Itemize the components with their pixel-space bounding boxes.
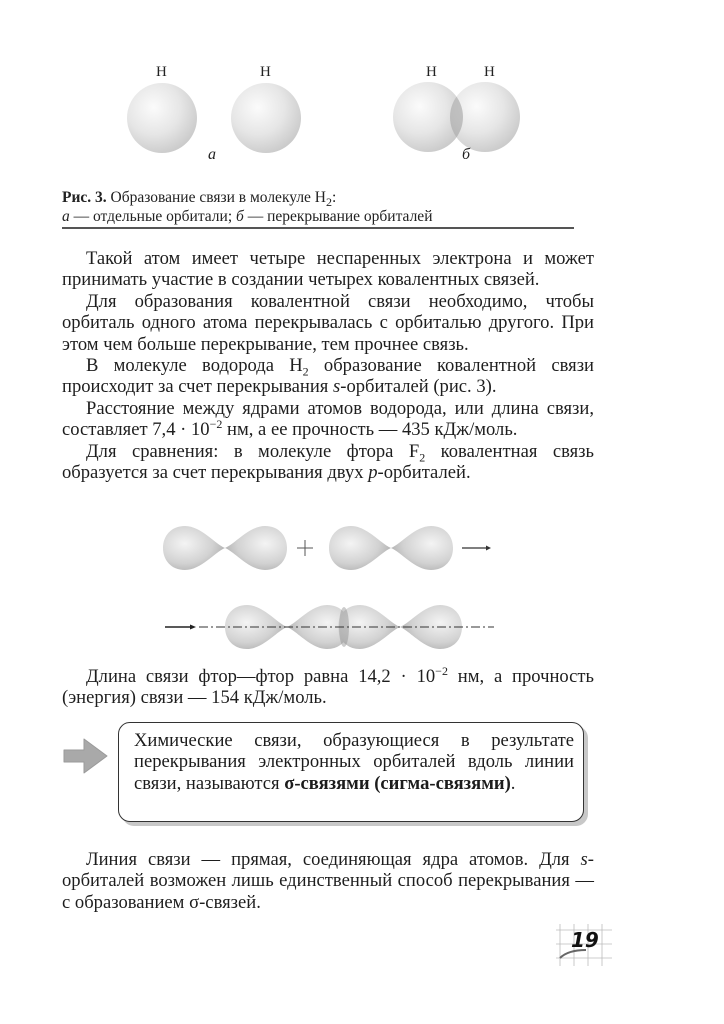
s-orbital-sphere xyxy=(127,83,197,153)
caption-divider xyxy=(62,227,574,229)
arrow-right-icon xyxy=(62,736,110,776)
right-arrow-icon xyxy=(165,625,196,630)
figure-f2-p-orbitals xyxy=(0,515,724,655)
atom-label-h: H xyxy=(426,64,437,80)
figure-h2-orbitals xyxy=(0,0,724,180)
paragraph: Линия связи — прямая, соединяющая ядра атомов. Для s-орбиталей возможен лишь единственный способ перекрывания — с образованием σ-связей. xyxy=(62,849,594,913)
body-text-3 xyxy=(62,849,594,913)
atom-label-h: H xyxy=(156,64,167,80)
p-orbital xyxy=(163,526,287,570)
paragraph: Для сравнения: в молекуле фтора $F_2$ ковалентная связь образуется за счет перекрывания двух p-орбиталей. xyxy=(62,440,594,484)
page-number: 19 xyxy=(571,928,599,952)
paragraph: В молекуле водорода $H_2$ образование ковалентной связи происходит за счет перекрывания s-орбиталей (рис. 3). xyxy=(62,355,594,398)
body-text-2 xyxy=(62,663,595,709)
plus-sign xyxy=(297,540,313,556)
subfigure-label-a: а xyxy=(208,146,216,163)
p-orbital xyxy=(329,526,453,570)
body-text-1 xyxy=(62,248,594,483)
sigma-bond-term: σ-связями (сигма-связями) xyxy=(284,772,511,794)
paragraph: Расстояние между ядрами атомов водорода, или длина связи, составляет $7,4 \cdot 10^{-2}$ нм, а ее прочность — 435 кДж/моль. xyxy=(62,397,594,441)
s-orbital-sphere xyxy=(231,83,301,153)
paragraph: Для образования ковалентной связи необходимо, чтобы орбиталь одного атома перекрывалась с орбиталью другого. При этом чем больше перекрывание, тем прочнее связь. xyxy=(62,290,594,355)
paragraph: Такой атом имеет четыре неспаренных электрона и может принимать участие в создании четырех ковалентных связей. xyxy=(62,248,594,291)
definition-text: Химические связи, образующиеся в результате перекрывания электронных орбиталей вдоль линии связи, называются σ-связями (сигма-связями). xyxy=(134,730,574,794)
atom-label-h: H xyxy=(484,64,495,80)
right-arrow-icon xyxy=(462,546,491,551)
paragraph: Длина связи фтор—фтор равна $14,2 \cdot 10^{-2}$ нм, а прочность (энергия) связи — 154 кДж/моль. xyxy=(62,663,595,709)
caption-prefix: Рис. 3. xyxy=(62,189,107,206)
atom-label-h: H xyxy=(260,64,271,80)
subfigure-label-b: б xyxy=(462,146,471,163)
figure-caption: Рис. 3. Образование связи в молекуле $H_2$: а — отдельные орбитали; б — перекрывание орбиталей xyxy=(62,189,433,225)
